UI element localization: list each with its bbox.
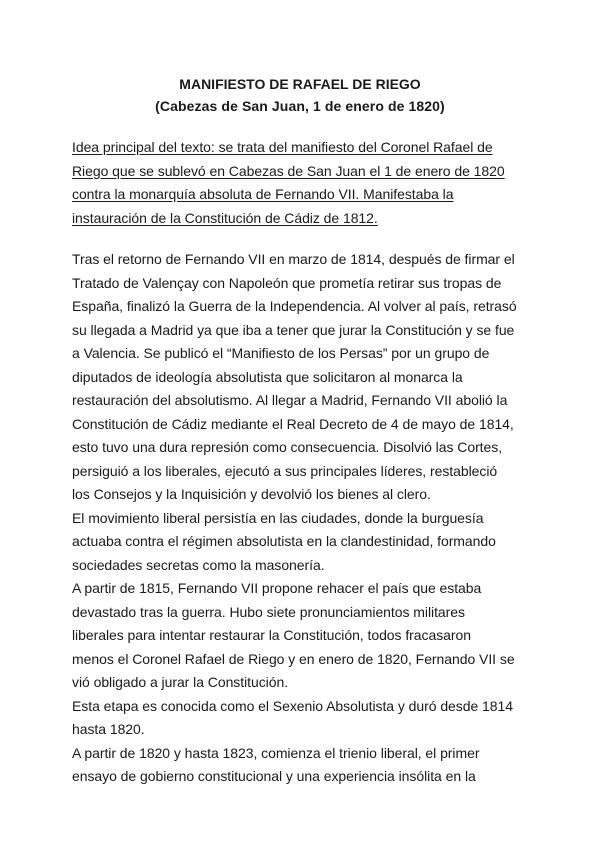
idea-line: Riego que se sublevó en Cabezas de San Juan el 1 de enero de 1820 [72,162,505,179]
body-line: A partir de 1815, Fernando VII propone rehacer el país que estaba [72,580,482,596]
body-line: devastado tras la guerra. Hubo siete pronunciamientos militares [72,603,465,620]
body-line: Tras el retorno de Fernando VII en marzo de 1814, después de firmar el [72,251,515,267]
body-line: Constitución de Cádiz mediante el Real Decreto de 4 de mayo de 1814, [72,415,514,432]
idea-line: contra la monarquía absoluta de Fernando VII. Manifestaba la [72,186,454,202]
document-subtitle: (Cabezas de San Juan, 1 de enero de 1820) [155,98,445,114]
body-line: A partir de 1820 y hasta 1823, comienza el trienio liberal, el primer [72,744,480,761]
main-idea-paragraph [72,136,528,230]
body-line: sociedades secretas como la masonería. [72,556,325,573]
document-title: MANIFIESTO DE RAFAEL DE RIEGO [179,76,421,92]
body-line: persiguió a los liberales, ejecutó a sus principales líderes, restableció [72,462,498,479]
body-line: vió obligado a jurar la Constitución. [72,674,289,690]
body-line: diputados de ideología absolutista que solicitaron al monarca la [72,368,463,385]
body-line: Tratado de Valençay con Napoleón que prometía retirar sus tropas de [72,274,502,291]
body-line: a Valencia. Se publicó el “Manifiesto de los Persas” por un grupo de [72,345,490,361]
idea-line: Idea principal del texto: se trata del manifiesto del Coronel Rafael de [72,139,493,155]
body-line: liberales para intentar restaurar la Constitución, todos fracasaron [72,627,471,643]
body-line: El movimiento liberal persistía en las ciudades, donde la burguesía [72,509,484,526]
body-line: actuaba contra el régimen absolutista en la clandestinidad, formando [72,533,496,549]
title-block [0,73,600,117]
body-line: los Consejos y la Inquisición y devolvió los bienes al clero. [72,486,431,502]
body-text [72,248,528,789]
idea-line: instauración de la Constitución de Cádiz de 1812. [72,209,378,226]
body-line: hasta 1820. [72,721,145,737]
body-line: restauración del absolutismo. Al llegar a Madrid, Fernando VII abolió la [72,392,508,408]
body-line: menos el Coronel Rafael de Riego y en enero de 1820, Fernando VII se [72,650,515,667]
body-line: ensayo de gobierno constitucional y una experiencia insólita en la [72,768,476,784]
body-line: Esta etapa es conocida como el Sexenio Absolutista y duró desde 1814 [72,697,514,714]
body-line: su llegada a Madrid ya que iba a tener que jurar la Constitución y se fue [72,321,515,338]
body-line: España, finalizó la Guerra de la Independencia. Al volver al país, retrasó [72,298,517,314]
body-line: esto tuvo una dura represión como consecuencia. Disolvió las Cortes, [72,439,503,455]
